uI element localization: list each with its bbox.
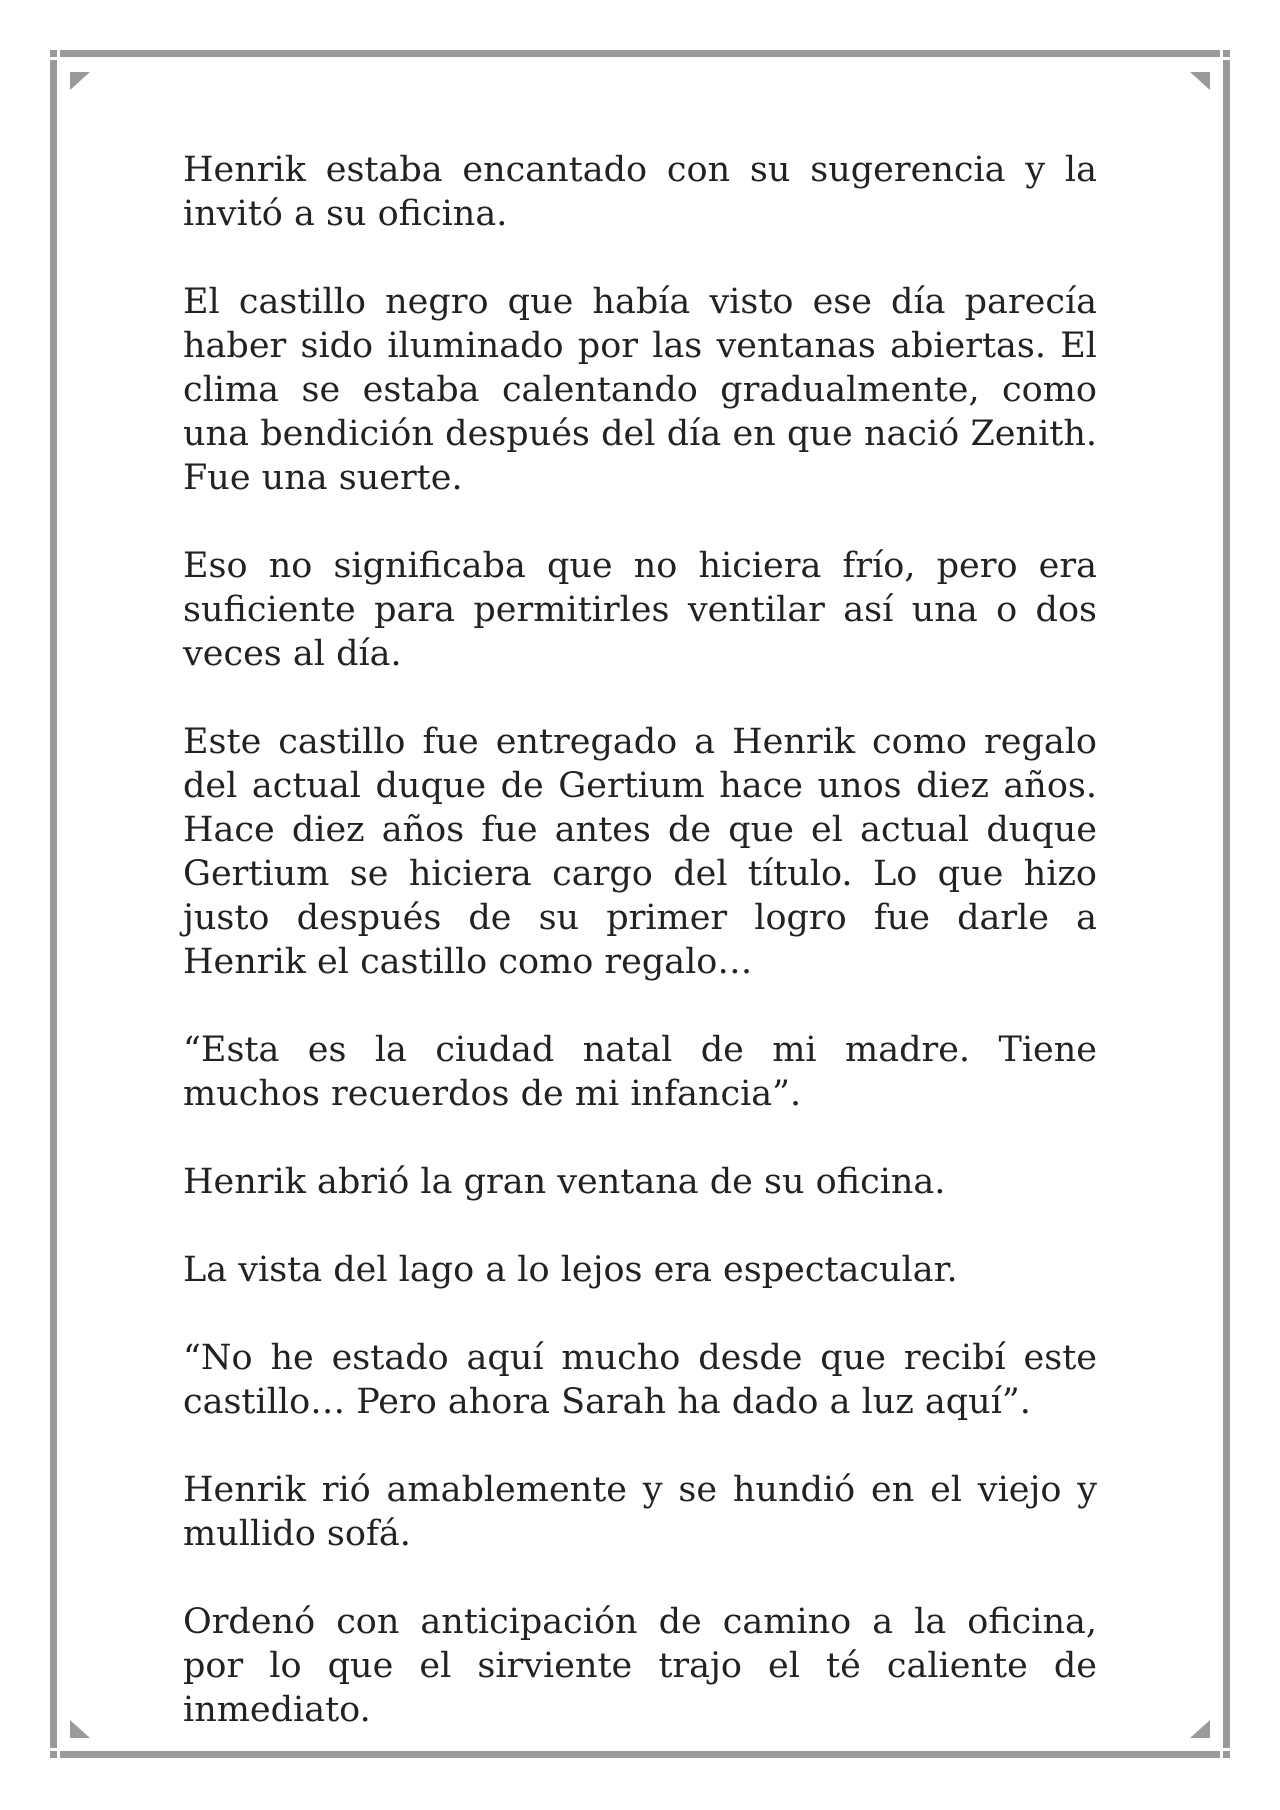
top-border-bar bbox=[60, 50, 1220, 57]
paragraph-8: “No he estado aquí mucho desde que recibí este castillo… Pero ahora Sarah ha dado a luz aquí”. bbox=[183, 1338, 1097, 1422]
left-border-bar bbox=[50, 60, 57, 1748]
paragraph-3: Eso no significaba que no hiciera frío, pero era suficiente para permitirles ventilar así una o dos veces al día. bbox=[183, 546, 1097, 674]
right-border-bar bbox=[1223, 60, 1230, 1748]
paragraph-5: “Esta es la ciudad natal de mi madre. Tiene muchos recuerdos de mi infancia”. bbox=[183, 1030, 1097, 1114]
paragraph-7: La vista del lago a lo lejos era espectacular. bbox=[183, 1250, 958, 1290]
story-text bbox=[183, 148, 1097, 1776]
paragraph-4: Este castillo fue entregado a Henrik como regalo del actual duque de Gertium hace unos diez años. Hace diez años fue antes de que el actual duque Gertium se hiciera cargo del título. Lo que hizo justo después de su primer logro fue darle a Henrik el castillo como regalo… bbox=[183, 722, 1097, 982]
paragraph-9: Henrik rió amablemente y se hundió en el viejo y mullido sofá. bbox=[183, 1470, 1097, 1554]
paragraph-10: Ordenó con anticipación de camino a la oficina, por lo que el sirviente trajo el té caliente de inmediato. bbox=[183, 1602, 1097, 1730]
paragraph-6: Henrik abrió la gran ventana de su oficina. bbox=[183, 1162, 946, 1202]
paragraph-1: Henrik estaba encantado con su sugerencia y la invitó a su oficina. bbox=[183, 150, 1097, 234]
paragraph-2: El castillo negro que había visto ese día parecía haber sido iluminado por las ventanas abiertas. El clima se estaba calentando gradualmente, como una bendición después del día en que nació Zenith. Fue una suerte. bbox=[183, 282, 1097, 498]
